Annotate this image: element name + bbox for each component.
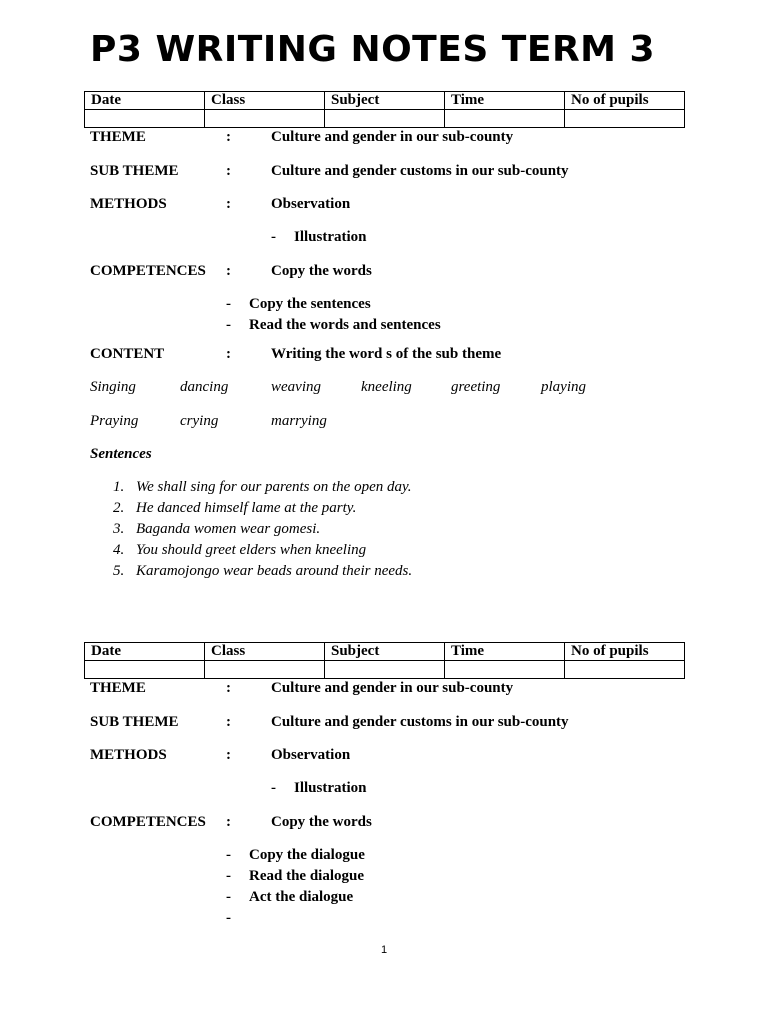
methods-row	[84, 747, 685, 764]
competence-item-text: Read the words and sentences	[249, 317, 441, 333]
lesson-header-table	[84, 642, 685, 679]
sentence-item	[84, 542, 685, 563]
competences-colon: :	[226, 814, 231, 830]
date-header: Date	[85, 643, 205, 661]
bullet-dash: -	[226, 889, 231, 905]
word-list-row-2	[84, 413, 685, 430]
page-title: P3 WRITING NOTES TERM 3	[90, 29, 656, 70]
lesson-header-table	[84, 91, 685, 128]
competences-row	[84, 263, 685, 280]
bullet-dash: -	[226, 868, 231, 884]
sentence-number: 4.	[113, 542, 125, 558]
date-cell[interactable]	[85, 661, 205, 679]
word: Singing	[90, 379, 136, 395]
sub-theme-value: Culture and gender customs in our sub-county	[271, 163, 569, 179]
methods-label: METHODS	[90, 196, 167, 212]
word: dancing	[180, 379, 229, 395]
word: greeting	[451, 379, 501, 395]
methods-value: Observation	[271, 196, 351, 212]
sentence-text: You should greet elders when kneeling	[136, 542, 367, 558]
bullet-dash: -	[226, 317, 231, 333]
header-row	[85, 643, 685, 661]
class-header: Class	[205, 92, 325, 110]
competence-item	[84, 889, 685, 910]
theme-label: THEME	[90, 129, 146, 145]
sub-theme-colon: :	[226, 163, 231, 179]
class-cell[interactable]	[205, 110, 325, 128]
content-row	[84, 346, 685, 363]
pupils-cell[interactable]	[565, 110, 685, 128]
sentence-text: Karamojongo wear beads around their needs.	[136, 563, 413, 579]
theme-row	[84, 680, 685, 697]
theme-value: Culture and gender in our sub-county	[271, 680, 514, 696]
word: kneeling	[361, 379, 412, 395]
bullet-dash: -	[226, 847, 231, 863]
competences-value: Copy the words	[271, 814, 372, 830]
time-cell[interactable]	[445, 110, 565, 128]
date-cell[interactable]	[85, 110, 205, 128]
competence-item-text: Copy the dialogue	[249, 847, 365, 863]
content-label: CONTENT	[90, 346, 165, 362]
method-item-text: Illustration	[294, 780, 367, 796]
word: crying	[180, 413, 219, 429]
lesson-1	[84, 91, 685, 584]
methods-row	[84, 196, 685, 213]
sentence-item	[84, 479, 685, 500]
theme-colon: :	[226, 129, 231, 145]
sub-theme-label: SUB THEME	[90, 163, 179, 179]
word: weaving	[271, 379, 321, 395]
class-cell[interactable]	[205, 661, 325, 679]
methods-value: Observation	[271, 747, 351, 763]
competences-label: COMPETENCES	[90, 263, 206, 279]
competence-item-text: Act the dialogue	[249, 889, 354, 905]
method-item	[84, 780, 685, 801]
sentence-number: 2.	[113, 500, 125, 516]
method-item-text: Illustration	[294, 229, 367, 245]
competence-item	[84, 868, 685, 889]
sentence-item	[84, 521, 685, 542]
date-header: Date	[85, 92, 205, 110]
sentence-item	[84, 563, 685, 584]
competence-item-text: Read the dialogue	[249, 868, 365, 884]
word: Praying	[90, 413, 139, 429]
sentence-item	[84, 500, 685, 521]
empty-row	[85, 110, 685, 128]
competences-label: COMPETENCES	[90, 814, 206, 830]
theme-colon: :	[226, 680, 231, 696]
time-header: Time	[445, 92, 565, 110]
methods-colon: :	[226, 196, 231, 212]
content-colon: :	[226, 346, 231, 362]
sub-theme-label: SUB THEME	[90, 714, 179, 730]
sub-theme-value: Culture and gender customs in our sub-county	[271, 714, 569, 730]
header-row	[85, 92, 685, 110]
competences-colon: :	[226, 263, 231, 279]
class-header: Class	[205, 643, 325, 661]
competences-row	[84, 814, 685, 831]
pupils-cell[interactable]	[565, 661, 685, 679]
theme-value: Culture and gender in our sub-county	[271, 129, 514, 145]
sentence-number: 5.	[113, 563, 125, 579]
word: playing	[541, 379, 586, 395]
word: marrying	[271, 413, 327, 429]
subject-cell[interactable]	[325, 661, 445, 679]
competence-item-text: Copy the sentences	[249, 296, 371, 312]
bullet-dash: -	[271, 229, 276, 245]
pupils-header: No of pupils	[565, 92, 685, 110]
sentence-text: We shall sing for our parents on the open day.	[136, 479, 412, 495]
bullet-dash: -	[226, 296, 231, 312]
word-list-row-1	[84, 379, 685, 396]
sentence-text: Baganda women wear gomesi.	[136, 521, 321, 537]
subject-header: Subject	[325, 643, 445, 661]
empty-row	[85, 661, 685, 679]
bullet-dash: -	[226, 910, 231, 926]
sentence-text: He danced himself lame at the party.	[136, 500, 357, 516]
page-number: 1	[380, 944, 388, 956]
competence-item	[84, 317, 685, 338]
sub-theme-row	[84, 163, 685, 180]
subject-header: Subject	[325, 92, 445, 110]
lesson-2	[84, 642, 685, 931]
theme-label: THEME	[90, 680, 146, 696]
subject-cell[interactable]	[325, 110, 445, 128]
sub-theme-row	[84, 714, 685, 731]
time-cell[interactable]	[445, 661, 565, 679]
theme-row	[84, 129, 685, 146]
content-value: Writing the word s of the sub theme	[271, 346, 502, 362]
bullet-dash: -	[271, 780, 276, 796]
competence-item	[84, 910, 685, 931]
sentence-number: 1.	[113, 479, 125, 495]
sentences-heading: Sentences	[90, 446, 152, 462]
time-header: Time	[445, 643, 565, 661]
method-item	[84, 229, 685, 250]
competence-item	[84, 847, 685, 868]
pupils-header: No of pupils	[565, 643, 685, 661]
sub-theme-colon: :	[226, 714, 231, 730]
competences-value: Copy the words	[271, 263, 372, 279]
methods-label: METHODS	[90, 747, 167, 763]
methods-colon: :	[226, 747, 231, 763]
competence-item	[84, 296, 685, 317]
sentence-number: 3.	[113, 521, 125, 537]
